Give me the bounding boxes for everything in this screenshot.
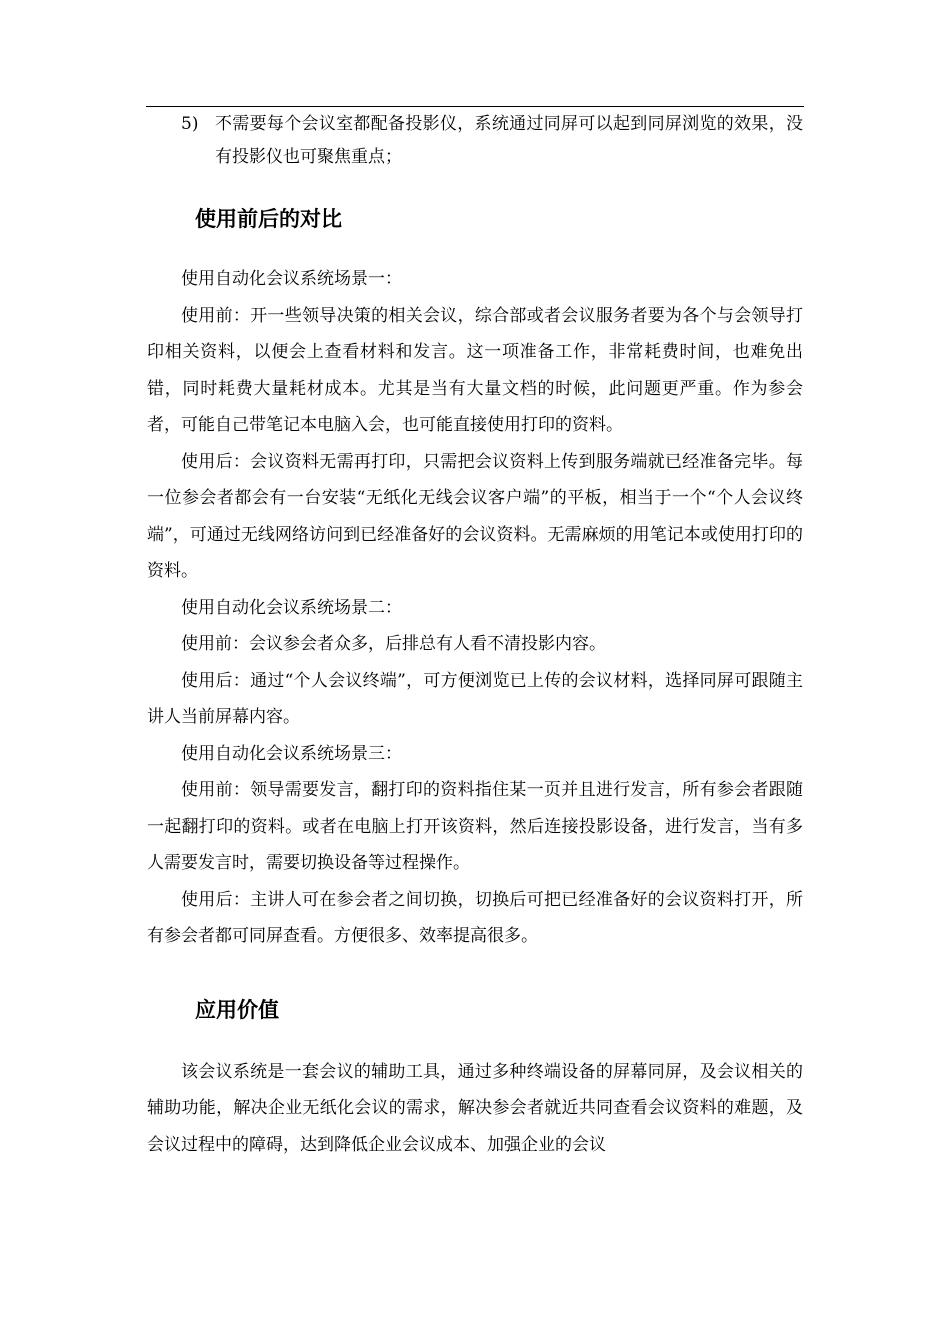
list-item-text: 不需要每个会议室都配备投影仪，系统通过同屏可以起到同屏浏览的效果，没有投影仪也可聚焦重点； — [215, 114, 803, 167]
section-title-application-value: 应用价值 — [195, 997, 279, 1022]
list-item-5 — [147, 108, 803, 174]
paragraph: 使用自动化会议系统场景三： — [181, 743, 402, 764]
paragraph: 使用后：会议资料无需再打印，只需把会议资料上传到服务端就已经准备完毕。每一位参会者都会有一台安装“无纸化无线会议客户端”的平板，相当于一个“个人会议终端”，可通过无线网络访问到已经准备好的会议资料。无需麻烦的用笔记本或使用打印的资料。 — [147, 451, 803, 581]
paragraph: 使用自动化会议系统场景一： — [181, 269, 402, 289]
section-title-comparison: 使用前后的对比 — [195, 207, 342, 231]
paragraph: 使用后：主讲人可在参会者之间切换，切换后可把已经准备好的会议资料打开，所有参会者都可同屏查看。方便很多、效率提高很多。 — [147, 889, 803, 946]
paragraph: 使用前：会议参会者众多，后排总有人看不清投影内容。 — [181, 634, 606, 654]
paragraph: 使用自动化会议系统场景二： — [181, 597, 402, 618]
paragraph: 使用后：通过“个人会议终端”，可方便浏览已上传的会议材料，选择同屏可跟随主讲人当前屏幕内容。 — [147, 670, 803, 727]
paragraph: 使用前：领导需要发言，翻打印的资料指住某一页并且进行发言，所有参会者跟随一起翻打印的资料。或者在电脑上打开该资料，然后连接投影设备，进行发言，当有多人需要发言时，需要切换设备等过程操作。 — [147, 780, 803, 873]
paragraph: 该会议系统是一套会议的辅助工具，通过多种终端设备的屏幕同屏，及会议相关的辅助功能，解决企业无纸化会议的需求，解决参会者就近共同查看会议资料的难题，及会议过程中的障碍，达到降低企业会议成本、加强企业的会议 — [147, 1061, 803, 1155]
header-rule — [146, 106, 804, 107]
list-number: 5) — [181, 114, 199, 134]
document-body — [147, 108, 803, 1163]
paragraph: 使用前：开一些领导决策的相关会议，综合部或者会议服务者要为各个与会领导打印相关资料，以便会上查看材料和发言。这一项准备工作，非常耗费时间，也难免出错，同时耗费大量耗材成本。尤其是当有大量文档的时候，此问题更严重。作为参会者，可能自己带笔记本电脑入会，也可能直接使用打印的资料。 — [147, 305, 803, 435]
